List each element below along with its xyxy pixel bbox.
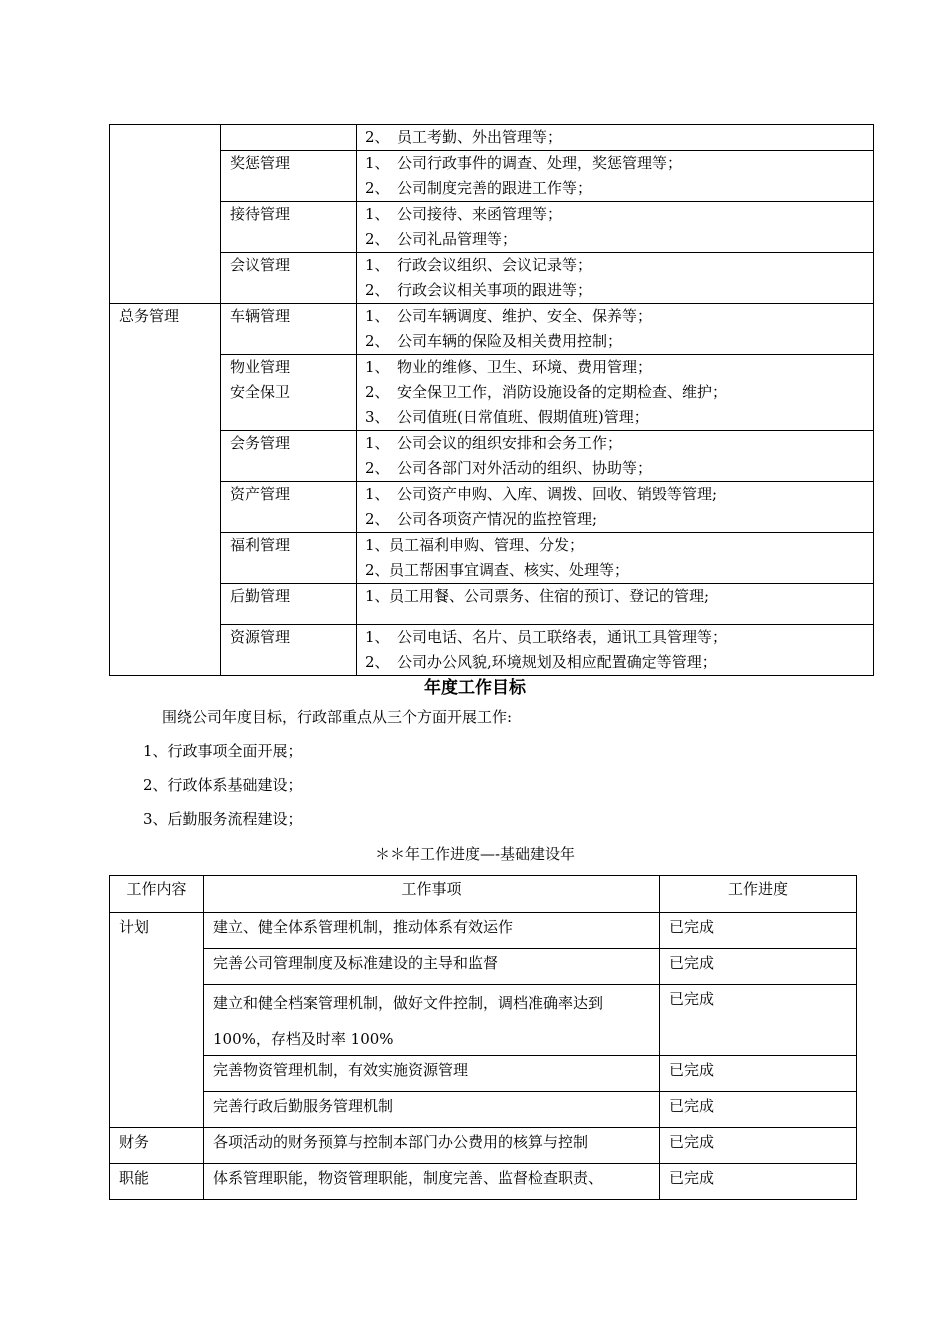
item-cell (221, 125, 357, 151)
duty-text: 公司车辆的保险及相关费用控制； (397, 332, 623, 350)
duty-number: 2、 (365, 653, 390, 671)
duty-text: 物业的维修、卫生、环境、费用管理； (397, 358, 653, 376)
duty-line (365, 304, 873, 329)
duty-cell (357, 151, 874, 202)
duty-line (365, 151, 873, 176)
header-cell: 工作内容 (110, 876, 204, 913)
duty-line (365, 355, 873, 380)
duty-number: 2、 (365, 128, 390, 146)
item-label: 物业管理 (230, 358, 291, 376)
duty-line (365, 650, 873, 675)
category-cell (110, 1164, 204, 1200)
duty-line (365, 380, 873, 405)
task-cell (204, 913, 660, 949)
duty-line (365, 253, 873, 278)
item-cell (221, 151, 357, 202)
table-header-row (110, 876, 857, 913)
duties-table (109, 124, 874, 676)
item-label: 车辆管理 (230, 307, 291, 325)
item-cell (221, 482, 357, 533)
duty-number: 2、 (365, 230, 390, 248)
status-cell (660, 949, 857, 985)
duty-cell (357, 584, 874, 625)
duty-number: 2、 (365, 332, 390, 350)
task-cell (204, 949, 660, 985)
task-text: 体系管理职能，物资管理职能，制度完善、监督检查职责、 (213, 1169, 604, 1187)
status-text: 已完成 (669, 1169, 715, 1187)
duty-line (365, 202, 873, 227)
table-row (110, 533, 874, 584)
item-label: 资源管理 (230, 628, 291, 646)
item-cell (221, 625, 357, 676)
category-label: 财务 (119, 1133, 150, 1151)
item-label (230, 125, 356, 150)
category-label: 计划 (119, 918, 150, 936)
status-cell (660, 1164, 857, 1200)
duty-cell (357, 202, 874, 253)
duty-text: 员工用餐、公司票务、住宿的预订、登记的管理; (389, 587, 710, 605)
duty-text: 公司电话、名片、员工联络表，通讯工具管理等； (397, 628, 728, 646)
duty-text: 公司会议的组织安排和会务工作； (397, 434, 623, 452)
duty-line (365, 533, 873, 558)
duty-number: 2、 (365, 383, 390, 401)
duty-text: 公司车辆调度、维护、安全、保养等； (397, 307, 653, 325)
header-cell: 工作事项 (204, 876, 660, 913)
table-row (110, 151, 874, 202)
group-label: 总务管理 (119, 307, 180, 325)
duty-text: 公司值班(日常值班、假期值班)管理； (397, 408, 649, 426)
duty-text: 员工帮困事宜调查、核实、处理等； (389, 561, 630, 579)
duty-text: 公司办公风貌,环境规划及相应配置确定等管理； (397, 653, 717, 671)
table-row (110, 584, 874, 625)
duty-line (365, 431, 873, 456)
goal-item: 2、行政体系基础建设； (143, 776, 303, 794)
table-row (110, 482, 874, 533)
status-cell (660, 1056, 857, 1092)
item-label: 福利管理 (230, 536, 291, 554)
duty-number: 3、 (365, 408, 390, 426)
duty-cell (357, 625, 874, 676)
table-row (110, 253, 874, 304)
duty-cell (357, 533, 874, 584)
duty-number: 1、 (365, 307, 390, 325)
group-cell (110, 125, 221, 304)
group-cell (110, 304, 221, 676)
table-row (110, 985, 857, 1056)
duty-line (365, 584, 873, 609)
duty-text: 公司礼品管理等； (397, 230, 518, 248)
duty-line (365, 227, 873, 252)
duty-text: 员工福利申购、管理、分发； (389, 536, 585, 554)
task-cell (204, 1056, 660, 1092)
status-text: 已完成 (669, 1097, 715, 1115)
table-row (110, 1056, 857, 1092)
task-text: 各项活动的财务预算与控制本部门办公费用的核算与控制 (213, 1133, 589, 1151)
goal-item: 3、后勤服务流程建设； (143, 810, 303, 828)
task-cell (204, 985, 660, 1056)
task-text: 建立、健全体系管理机制，推动体系有效运作 (213, 918, 514, 936)
duty-cell (357, 304, 874, 355)
duty-cell (357, 431, 874, 482)
status-cell (660, 1092, 857, 1128)
duty-cell (357, 482, 874, 533)
task-text: 完善公司管理制度及标准建设的主导和监督 (213, 954, 499, 972)
duty-number: 1、 (365, 205, 390, 223)
duty-line (365, 482, 873, 507)
table-row (110, 431, 874, 482)
task-text: 建立和健全档案管理机制，做好文件控制，调档准确率达到100%，存档及时率 100% (213, 994, 604, 1048)
duty-number: 1、 (365, 256, 390, 274)
duty-line (365, 625, 873, 650)
category-label: 职能 (119, 1169, 150, 1187)
table-row (110, 1128, 857, 1164)
table-row (110, 202, 874, 253)
table-row (110, 1164, 857, 1200)
item-cell (221, 533, 357, 584)
duty-text: 行政会议组织、会议记录等； (397, 256, 593, 274)
progress-title: ＊＊年工作进度—-基础建设年 (374, 845, 576, 863)
duty-cell (357, 125, 874, 151)
status-text: 已完成 (669, 1133, 715, 1151)
duty-number: 2、 (365, 510, 390, 528)
duty-text: 公司各部门对外活动的组织、协助等； (397, 459, 653, 477)
duty-number: 1、 (365, 154, 390, 172)
status-cell (660, 913, 857, 949)
item-label: 会务管理 (230, 434, 291, 452)
duty-text: 公司各项资产情况的监控管理; (397, 510, 598, 528)
duty-text: 公司行政事件的调查、处理，奖惩管理等； (397, 154, 683, 172)
status-text: 已完成 (669, 1061, 715, 1079)
item-label: 资产管理 (230, 485, 291, 503)
duty-line (365, 405, 873, 430)
table-row (110, 125, 874, 151)
item-cell (221, 431, 357, 482)
task-cell (204, 1128, 660, 1164)
duty-line (365, 278, 873, 303)
table-row (110, 304, 874, 355)
duty-number: 2、 (365, 561, 390, 579)
status-text: 已完成 (669, 990, 715, 1008)
duty-cell (357, 355, 874, 431)
table-row (110, 913, 857, 949)
item-cell (221, 584, 357, 625)
item-label: 安全保卫 (230, 383, 291, 401)
status-text: 已完成 (669, 954, 715, 972)
duty-line (365, 329, 873, 354)
duty-text: 行政会议相关事项的跟进等； (397, 281, 593, 299)
goal-item: 1、行政事项全面开展； (143, 742, 303, 760)
table-row (110, 625, 874, 676)
task-cell (204, 1092, 660, 1128)
duty-number: 1、 (365, 485, 390, 503)
table-row (110, 1092, 857, 1128)
duty-number: 2、 (365, 459, 390, 477)
duty-line (365, 176, 873, 201)
duty-text: 公司接待、来函管理等； (397, 205, 563, 223)
task-cell (204, 1164, 660, 1200)
item-label: 接待管理 (230, 205, 291, 223)
duty-text: 安全保卫工作，消防设施设备的定期检查、维护； (397, 383, 728, 401)
item-cell (221, 202, 357, 253)
progress-table (109, 875, 857, 1200)
table-row (110, 949, 857, 985)
header-cell: 工作进度 (660, 876, 857, 913)
duty-cell (357, 253, 874, 304)
duty-number: 1、 (365, 434, 390, 452)
item-cell (221, 253, 357, 304)
status-cell (660, 1128, 857, 1164)
task-text: 完善行政后勤服务管理机制 (213, 1097, 394, 1115)
duty-line (365, 558, 873, 583)
duty-number: 2、 (365, 281, 390, 299)
duty-number: 1、 (365, 358, 390, 376)
table-row (110, 355, 874, 431)
status-text: 已完成 (669, 918, 715, 936)
item-cell (221, 304, 357, 355)
duty-number: 1、 (365, 628, 390, 646)
duty-number: 1、 (365, 587, 390, 605)
intro-paragraph: 围绕公司年度目标，行政部重点从三个方面开展工作: (162, 708, 513, 726)
status-cell (660, 985, 857, 1056)
item-label: 奖惩管理 (230, 154, 291, 172)
duty-text: 公司资产申购、入库、调拨、回收、销毁等管理; (397, 485, 718, 503)
duty-text: 公司制度完善的跟进工作等； (397, 179, 593, 197)
item-label: 后勤管理 (230, 587, 291, 605)
section-title: 年度工作目标 (424, 678, 526, 698)
item-cell (221, 355, 357, 431)
duty-number: 2、 (365, 179, 390, 197)
category-cell (110, 913, 204, 1128)
duty-text: 员工考勤、外出管理等； (397, 128, 563, 146)
duty-number: 1、 (365, 536, 390, 554)
duty-line (365, 456, 873, 481)
task-text: 完善物资管理机制，有效实施资源管理 (213, 1061, 469, 1079)
duty-line (365, 125, 873, 150)
category-cell (110, 1128, 204, 1164)
duty-line (365, 507, 873, 532)
item-label: 会议管理 (230, 256, 291, 274)
